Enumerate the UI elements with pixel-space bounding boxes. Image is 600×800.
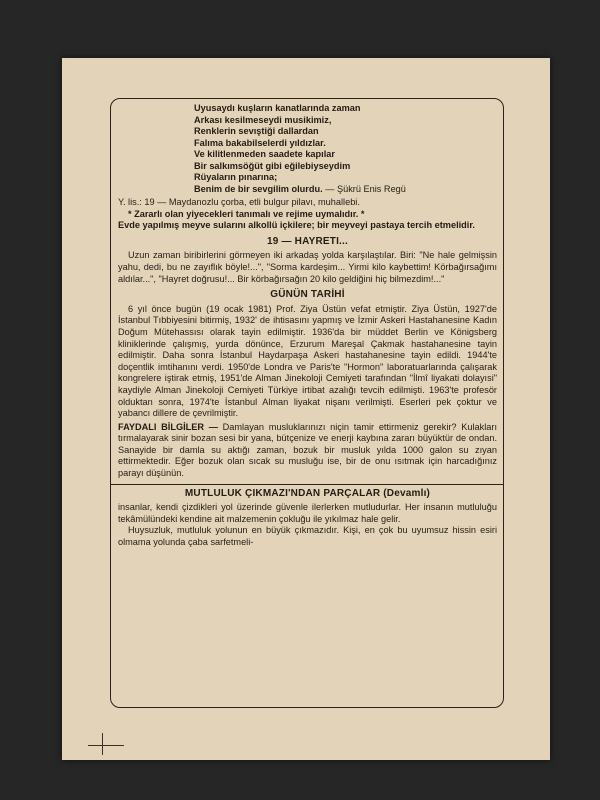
page-content xyxy=(111,99,503,549)
gunun-tarihi-body: 6 yıl önce bugün (19 ocak 1981) Prof. Ziya Üstün vefat etmiştir. Ziya Üstün, 1927'de İstanbul Tıbbiyesini bitirmiş, 1932' de ihtisasını yapmış ve İzmir Askeri Hastahanesine Kadın Doğum Mütehassısı olarak tayin edilmiştir. 1936'da bir müddet Berlin ve Königsberg kliniklerinde çalışmış, yurda dönünce, Erzurum Mareşal Çakmak hastahanesine tayin edilmiştir. Daha sonra İstanbul Haydarpaşa Askeri hastahanesine tayin edildi. 1944'te doçentlik imtihanını verdi. 1950'de Londra ve Paris'te "Hormon" laboratuarlarında çalışarak kongrelere iştirak etmiş, 1951'de Alman Jinekoloji Cemiyeti tarafından "İlmî liyakati dolayısi" kaydiyle Alman Jinekoloji Cemiyeti Türkiye irtibat azalığı tevcih edilmişti. 1963'te profesör olduktan sonra, 1974'te İstanbul Alman liyakat nişanı verilmişti. Eserleri pek çoktur ve yabancı dillere de çevrilmiştir. xyxy=(118,303,497,419)
hayret-body: Uzun zaman biribirlerini görmeyen iki arkadaş yolda karşılaştılar. Biri: "Ne hale gelmişsin yahu, dedi, bu ne zayıflık böyle!...", "Sorma kardeşim... Yirmi kilo kaybettim! Körbağırsağımı aldılar...", "Hayret doğrusu!... Bir körbağırsağın 20 kilo geldiğini hiç bilmezdim!..." xyxy=(118,250,497,284)
poem-line: Arkası kesilmeseydi musikimiz, xyxy=(194,114,332,125)
poem-line: Falıma bakabilselerdi yıldızlar. xyxy=(194,137,326,148)
tip-line: Evde yapılmış meyve sularını alkollü içkilere; bir meyveyi pastaya tercih etmelidir. xyxy=(118,220,475,231)
poem xyxy=(194,103,497,195)
tip-line: * Zararlı olan yiyecekleri tanımalı ve rejime uymalıdır. * xyxy=(128,208,365,219)
mutluluk-paragraph-2: Huysuzluk, mutluluk yolunun en büyük çıkmazıdır. Kişi, en çok bu uyumsuz hissin esiri olmama yolunda çaba sarfetmeli- xyxy=(118,525,497,548)
faydali-bilgiler xyxy=(118,422,497,480)
hayret-heading: 19 — HAYRETI... xyxy=(267,235,348,247)
faydali-body: Damlayan musluklarınızı niçin tamir ettirmeniz gerekir? Kulakları tırmalayarak sinir bozan sesi bir yana, bütçenize ve enerji kaybına zararı büyüktür de ondan. Sanayide bir damla su aktığı zaman, bozuk bir musluk yılda 1000 galon su zıyan ettirmektedir. Eğer bozuk olan sıcak su musluğu ise, bir de onu ısıtmak için harcadığınız parayı düşünün. xyxy=(118,421,497,479)
divider xyxy=(111,484,503,485)
content-frame xyxy=(110,98,504,708)
poem-line: Bir salkımsöğüt gibi eğilebiyseydim xyxy=(194,160,351,171)
poem-line: Renklerin sevıştiği dallardan xyxy=(194,126,319,136)
mutluluk-heading: MUTLULUK ÇIKMAZI'NDAN PARÇALAR (Devamlı) xyxy=(184,487,431,499)
mutluluk-paragraph-1: insanlar, kendi çizdikleri yol üzerinde güvenle ilerlerken mutludurlar. Her insanın mutluluğu tekâmülündeki kendine ait malzemenin çokluğu ile yıkılmaz hale gelir. xyxy=(118,502,497,524)
poem-line: Ve kilitlenmeden saadete kapılar xyxy=(194,149,335,159)
poem-author: — Şükrü Enis Regü xyxy=(325,183,406,194)
crop-mark-vertical xyxy=(102,733,103,755)
gunun-tarihi-heading: GÜNÜN TARİHİ xyxy=(270,289,345,301)
poem-line xyxy=(194,184,497,196)
poem-line: Uyusaydı kuşların kanatlarında zaman xyxy=(194,103,361,113)
crop-mark xyxy=(88,745,124,746)
poem-last-line: Benim de bir sevgilim olurdu. xyxy=(194,183,323,194)
menu-line: Y. lis.: 19 — Maydanozlu çorba, etli bulgur pilavı, muhallebi. xyxy=(118,197,360,207)
poem-line: Rüyaların pınarına; xyxy=(194,172,278,182)
faydali-heading: FAYDALI BİLGİLER — xyxy=(118,421,218,432)
